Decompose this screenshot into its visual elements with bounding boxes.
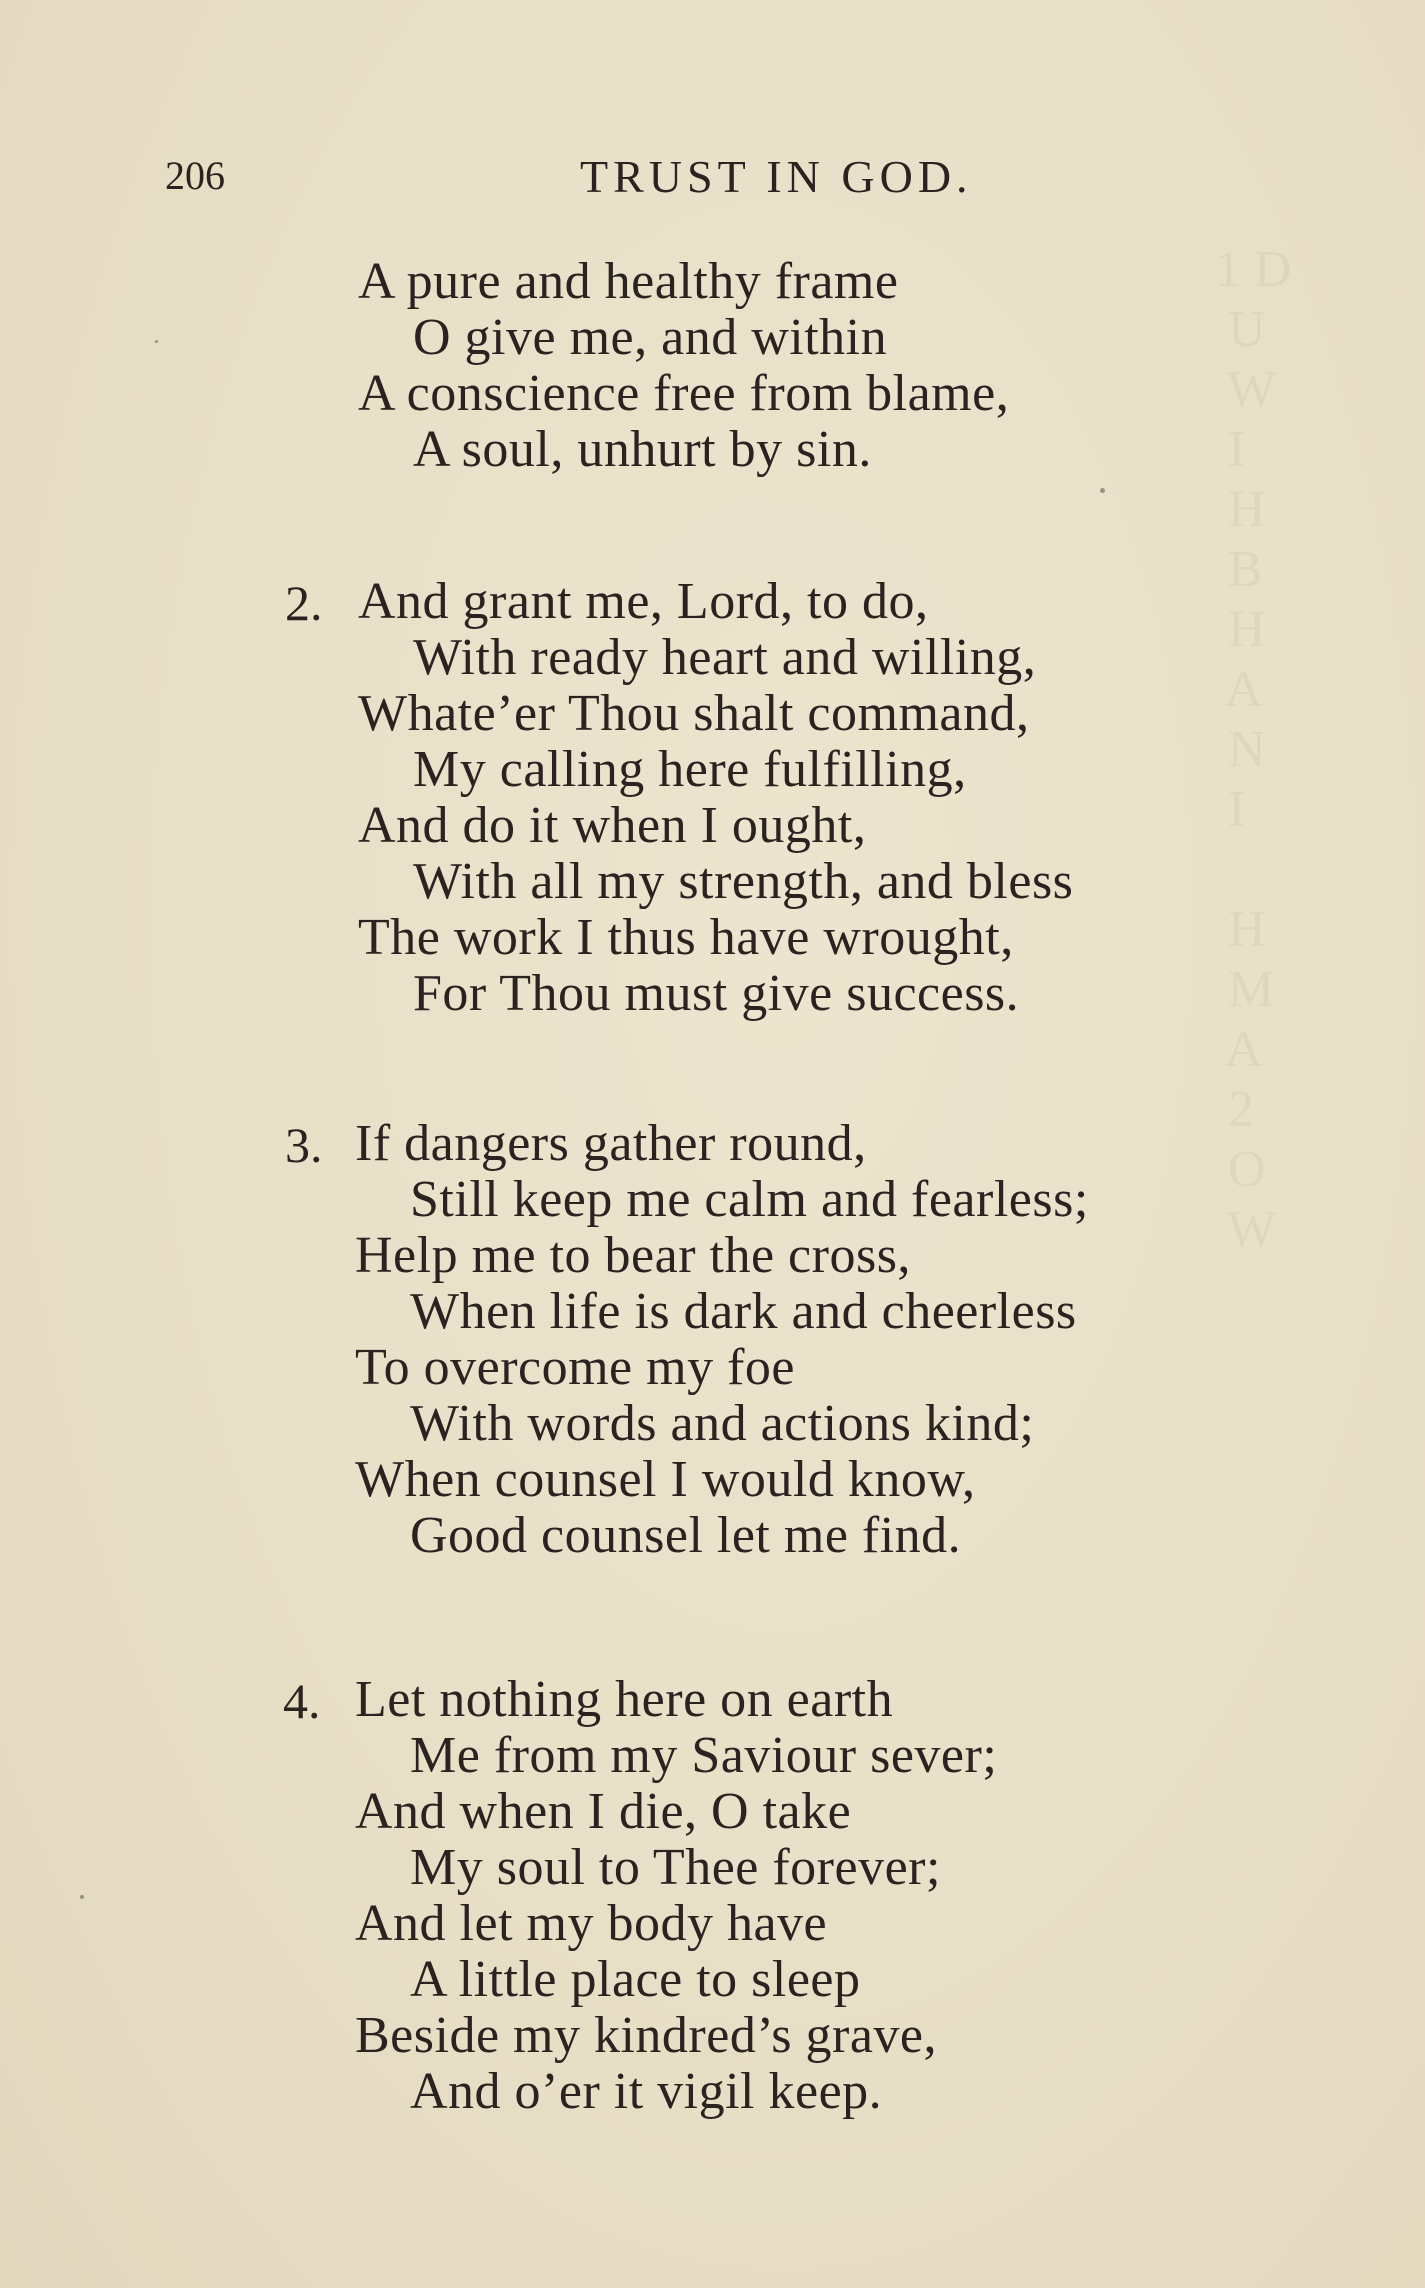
stanza-2-line-3: Whate’er Thou shalt command, bbox=[358, 685, 1030, 742]
print-speck bbox=[80, 1895, 84, 1899]
stanza-4-number: 4. bbox=[283, 1673, 321, 1729]
stanza-3-line-5: To overcome my foe bbox=[355, 1339, 795, 1396]
stanza-1-line-2: O give me, and within bbox=[413, 309, 888, 366]
running-head-title: TRUST IN GOD. bbox=[580, 151, 973, 202]
stanza-4-line-6: A little place to sleep bbox=[410, 1951, 861, 2008]
stanza-3-line-8: Good counsel let me find. bbox=[410, 1507, 962, 1564]
print-speck bbox=[1100, 488, 1105, 493]
stanza-2-line-1: And grant me, Lord, to do, bbox=[358, 573, 929, 630]
stanza-2-line-7: The work I thus have wrought, bbox=[358, 909, 1014, 966]
stanza-2-line-8: For Thou must give success. bbox=[413, 965, 1020, 1022]
stanza-4-line-4: My soul to Thee forever; bbox=[410, 1839, 941, 1896]
stanza-3-line-2: Still keep me calm and fearless; bbox=[410, 1171, 1089, 1228]
stanza-3-line-1: If dangers gather round, bbox=[355, 1115, 867, 1172]
stanza-2-line-5: And do it when I ought, bbox=[358, 797, 867, 854]
stanza-2-line-2: With ready heart and willing, bbox=[413, 629, 1037, 686]
stanza-4-line-7: Beside my kindred’s grave, bbox=[355, 2007, 937, 2064]
stanza-2-number: 2. bbox=[285, 575, 323, 631]
stanza-4-line-8: And o’er it vigil keep. bbox=[410, 2063, 883, 2120]
stanza-1-line-3: A conscience free from blame, bbox=[358, 365, 1010, 422]
stanza-1-line-4: A soul, unhurt by sin. bbox=[413, 421, 872, 478]
page-number: 206 bbox=[165, 153, 225, 198]
stanza-4-line-1: Let nothing here on earth bbox=[355, 1671, 894, 1728]
print-speck bbox=[155, 340, 158, 343]
stanza-2-line-6: With all my strength, and bless bbox=[413, 853, 1074, 910]
stanza-3-line-6: With words and actions kind; bbox=[410, 1395, 1035, 1452]
stanza-4-line-2: Me from my Saviour sever; bbox=[410, 1727, 998, 1784]
stanza-4-line-3: And when I die, O take bbox=[355, 1783, 852, 1840]
stanza-2-line-4: My calling here fulfilling, bbox=[413, 741, 967, 798]
stanza-1-line-1: A pure and healthy frame bbox=[358, 253, 899, 310]
stanza-3-number: 3. bbox=[285, 1117, 323, 1173]
stanza-3-line-7: When counsel I would know, bbox=[355, 1451, 976, 1508]
stanza-3-line-3: Help me to bear the cross, bbox=[355, 1227, 911, 1284]
stanza-4-line-5: And let my body have bbox=[355, 1895, 828, 1952]
bleed-through-decoration: 1 D U W I H B H A N I H M A 2 O W bbox=[1215, 241, 1292, 1258]
stanza-3-line-4: When life is dark and cheerless bbox=[410, 1283, 1077, 1340]
